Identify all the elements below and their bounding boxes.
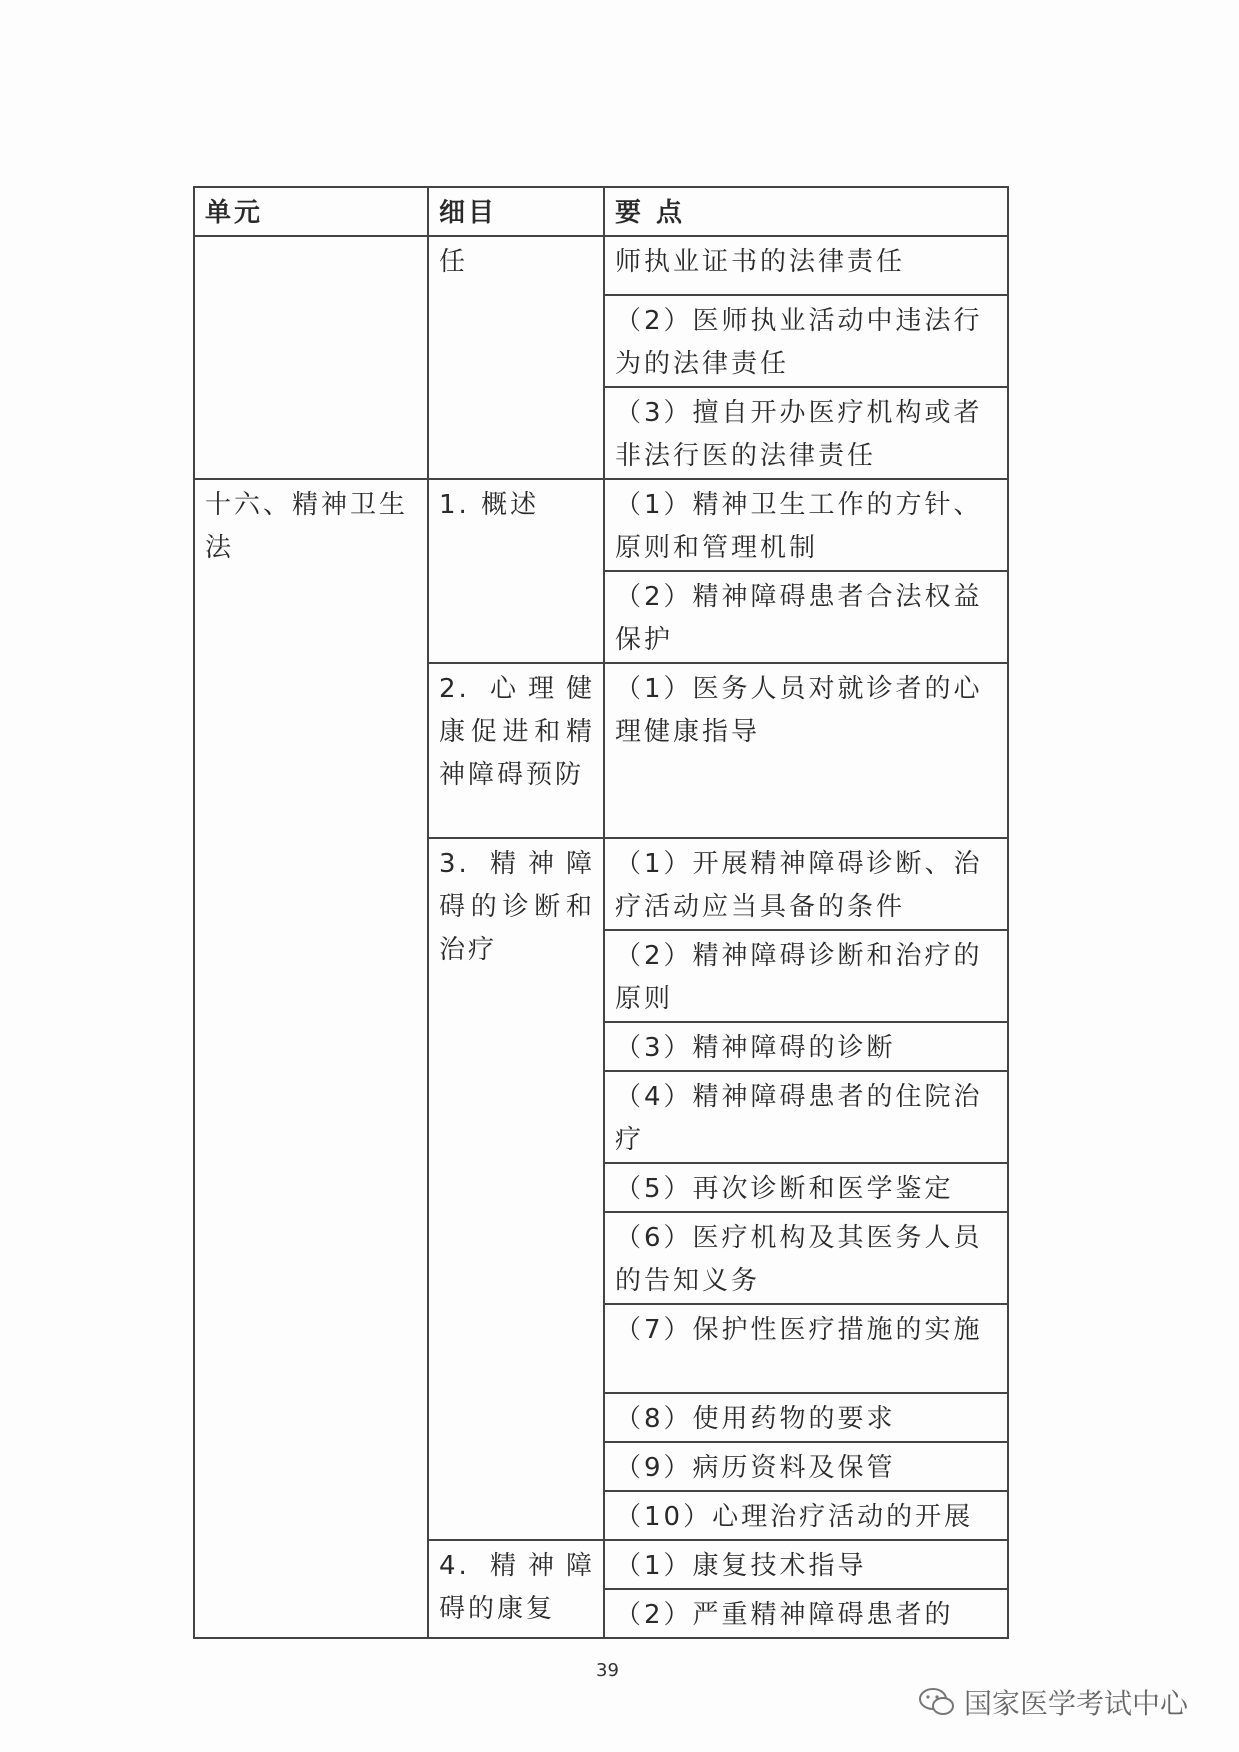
point-cell: （2）医师执业活动中违法行为的法律责任 bbox=[604, 295, 1008, 387]
item-cell: 4. 精神障碍的康复 bbox=[428, 1540, 604, 1638]
point-cell: （3）精神障碍的诊断 bbox=[604, 1022, 1008, 1071]
table-header-row bbox=[194, 187, 1008, 236]
item-cell: 2. 心理健康促进和精神障碍预防 bbox=[428, 663, 604, 838]
unit-cell: 十六、精神卫生法 bbox=[194, 479, 428, 1638]
point-cell: （3）擅自开办医疗机构或者非法行医的法律责任 bbox=[604, 387, 1008, 479]
watermark bbox=[918, 1682, 1188, 1722]
point-cell: （8）使用药物的要求 bbox=[604, 1393, 1008, 1442]
point-cell: （5）再次诊断和医学鉴定 bbox=[604, 1163, 1008, 1212]
table-row bbox=[194, 236, 1008, 295]
item-cell: 1. 概述 bbox=[428, 479, 604, 663]
unit-cell bbox=[194, 236, 428, 479]
point-cell: （1）精神卫生工作的方针、原则和管理机制 bbox=[604, 479, 1008, 571]
page-number: 39 bbox=[596, 1660, 619, 1681]
point-cell: 师执业证书的法律责任 bbox=[604, 236, 1008, 295]
point-cell: （1）医务人员对就诊者的心理健康指导 bbox=[604, 663, 1008, 838]
watermark-text: 国家医学考试中心 bbox=[964, 1687, 1189, 1720]
point-cell: （2）精神障碍患者合法权益保护 bbox=[604, 571, 1008, 663]
point-cell: （2）精神障碍诊断和治疗的原则 bbox=[604, 930, 1008, 1022]
header-points: 要 点 bbox=[604, 187, 1008, 236]
point-cell: （7）保护性医疗措施的实施 bbox=[604, 1304, 1008, 1393]
point-cell: （1）开展精神障碍诊断、治疗活动应当具备的条件 bbox=[604, 838, 1008, 930]
header-unit: 单元 bbox=[194, 187, 428, 236]
item-cell: 3. 精神障碍的诊断和治疗 bbox=[428, 838, 604, 1540]
point-cell: （1）康复技术指导 bbox=[604, 1540, 1008, 1589]
point-cell: （10）心理治疗活动的开展 bbox=[604, 1491, 1008, 1540]
point-cell: （6）医疗机构及其医务人员的告知义务 bbox=[604, 1212, 1008, 1304]
table-row bbox=[194, 479, 1008, 571]
point-cell: （9）病历资料及保管 bbox=[604, 1442, 1008, 1491]
point-cell: （4）精神障碍患者的住院治疗 bbox=[604, 1071, 1008, 1163]
point-cell: （2）严重精神障碍患者的 bbox=[604, 1589, 1008, 1638]
header-item: 细目 bbox=[428, 187, 604, 236]
item-cell: 任 bbox=[428, 236, 604, 479]
wechat-icon bbox=[918, 1686, 956, 1718]
syllabus-table bbox=[193, 186, 1009, 1639]
